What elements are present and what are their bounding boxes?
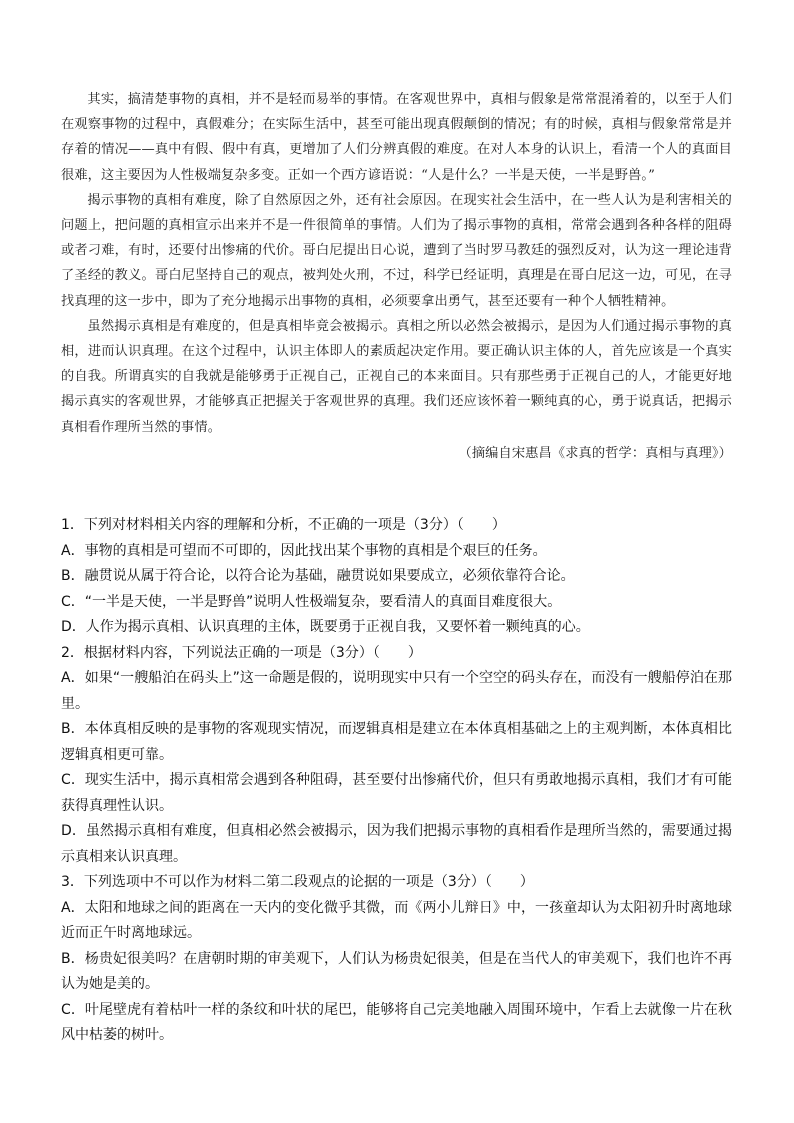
question-stem: 3．下列选项中不可以作为材料二第二段观点的论据的一项是（3分）（ ） <box>61 874 534 890</box>
question-option: C．“一半是天使，一半是野兽”说明人性极端复杂，要看清人的真面目难度很大。 <box>61 593 562 610</box>
reading-material <box>61 87 732 466</box>
question-option: D．人作为揭示真相、认识真理的主体，既要勇于正视自我，又要怀着一颗纯真的心。 <box>61 619 590 635</box>
question-option: C．现实生活中，揭示真相常会遇到各种阻碍，甚至要付出惨痛代价，但只有勇敢地揭示真相，我们才有可能获得真理性认识。 <box>61 772 732 814</box>
question-option: B．本体真相反映的是事物的客观现实情况，而逻辑真相是建立在本体真相基础之上的主观判断，本体真相比逻辑真相更可靠。 <box>61 721 732 763</box>
question-option: C．叶尾壁虎有着枯叶一样的条纹和叶状的尾巴，能够将自己完美地融入周围环境中，乍看上去就像一片在秋风中枯萎的树叶。 <box>61 1001 732 1043</box>
question-option: B．杨贵妃很美吗？在唐朝时期的审美观下，人们认为杨贵妃很美，但是在当代人的审美观下，我们也许不再认为她是美的。 <box>61 950 732 992</box>
question-option: B．融贯说从属于符合论，以符合论为基础，融贯说如果要成立，必须依靠符合论。 <box>61 568 575 584</box>
question-stem: 2．根据材料内容，下列说法正确的一项是（3分）（ ） <box>61 644 422 661</box>
question-option: A．事物的真相是可望而不可即的，因此找出某个事物的真相是个艰巨的任务。 <box>61 542 547 559</box>
question-stem: 1．下列对材料相关内容的理解和分析，不正确的一项是（3分）（ ） <box>61 517 506 533</box>
material-paragraph-2: 揭示事物的真相有难度，除了自然原因之外，还有社会原因。在现实社会生活中，在一些人认为是利害相关的问题上，把问题的真相宣示出来并不是一件很简单的事情。人们为了揭示事物的真相，常常会遇到各种各样的阻碍或者刁难，有时，还要付出惨痛的代价。哥白尼提出日心说，遭到了当时罗马教廷的强烈反对，认为这一理论违背了圣经的教义。哥白尼坚持自己的观点，被判处火刑，不过，科学已经证明，真理是在哥白尼这一边，可见，在寻找真理的这一步中，即为了充分地揭示出事物的真相，必须要拿出勇气，甚至还要有一种个人牺牲精神。 <box>61 192 732 309</box>
question-option: A．太阳和地球之间的距离在一天内的变化微乎其微，而《两小儿辩日》中，一孩童却认为太阳初升时离地球近而正午时离地球远。 <box>61 899 732 941</box>
question-list <box>61 513 732 1049</box>
question-2 <box>61 641 732 871</box>
question-option: D．虽然揭示真相有难度，但真相必然会被揭示，因为我们把揭示事物的真相看作是理所当然的，需要通过揭示真相来认识真理。 <box>61 823 732 865</box>
question-3 <box>61 870 732 1049</box>
material-source: （摘编自宋惠昌《求真的哲学：真相与真理》） <box>458 445 732 461</box>
material-paragraph-3: 虽然揭示真相是有难度的，但是真相毕竟会被揭示。真相之所以必然会被揭示，是因为人们通过揭示事物的真相，进而认识真理。在这个过程中，认识主体即人的素质起决定作用。要正确认识主体的人，首先应该是一个真实的自我。所谓真实的自我就是能够勇于正视自己，正视自己的本来面目。只有那些勇于正视自己的人，才能更好地揭示真实的客观世界，才能够真正把握关于客观世界的真理。我们还应该怀着一颗纯真的心，勇于说真话，把揭示真相看作理所当然的事情。 <box>61 318 732 435</box>
question-option: A．如果“一艘船泊在码头上”这一命题是假的，说明现实中只有一个空空的码头存在，而没有一艘船停泊在那里。 <box>61 670 732 712</box>
question-1 <box>61 513 732 641</box>
material-paragraph-1: 其实，搞清楚事物的真相，并不是轻而易举的事情。在客观世界中，真相与假象是常常混淆着的，以至于人们在观察事物的过程中，真假难分；在实际生活中，甚至可能出现真假颠倒的情况；有的时候，真相与假象常常是并存着的情况——真中有假、假中有真，更增加了人们分辨真假的难度。在对人本身的认识上，看清一个人的真面目很难，这主要因为人性极端复杂多变。正如一个西方谚语说：“人是什么？一半是天使，一半是野兽。” <box>61 92 732 183</box>
